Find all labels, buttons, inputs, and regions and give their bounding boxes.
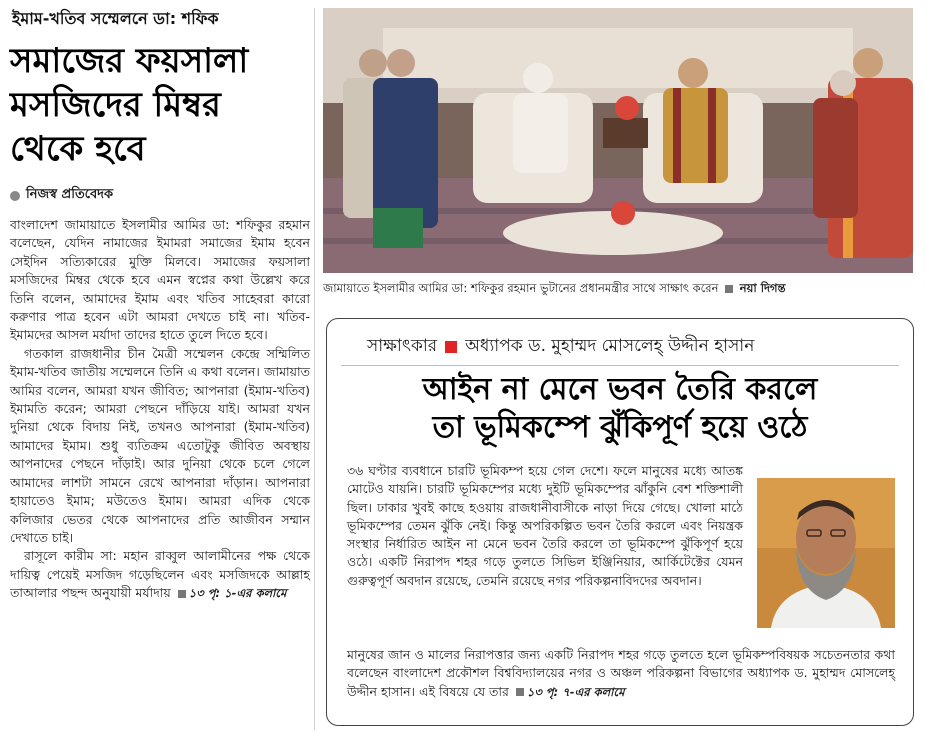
column-divider [314,8,315,730]
headline-line: মসজিদের মিম্বর [10,85,221,125]
portrait-illustration [757,478,895,628]
paragraph [10,547,310,602]
red-square-icon [445,341,457,353]
meeting-photo [323,8,913,273]
interview-body [347,462,743,590]
headline-line: সমাজের ফয়সালা [10,41,249,81]
continued-link[interactable]: ১৩ পৃ: ৭-এর কলামে [526,684,625,699]
interview-body-cont [347,646,895,701]
photo-credit: নয়া দিগন্ত [739,281,786,295]
bullet-icon [10,191,20,201]
byline-text: নিজস্ব প্রতিবেদক [26,187,114,202]
article-headline [10,39,310,171]
byline [10,185,310,206]
square-icon [725,285,733,293]
interview-kicker [367,333,754,361]
paragraph [347,646,895,701]
portrait-photo [757,478,895,628]
meeting-photo-illustration [323,8,913,273]
divider [341,365,899,366]
article-kicker: ইমাম-খতিব সম্মেলনে ডা: শফিক [12,9,219,28]
paragraph-text: রাসূলে কারীম সা: মহান রাব্বুল আলামীনের পক্ষ থেকে দায়িত্ব পেয়েই মসজিদ গড়েছিলেন এবং মসজিদকে আল্লাহ তাআলার পছন্দ অনুযায়ী মর্যাদায় [10,548,310,601]
interview-person: অধ্যাপক ড. মুহাম্মদ মোসলেহ্ উদ্দীন হাসান [465,336,755,356]
square-icon [178,590,186,598]
photo-caption [323,280,917,299]
paragraph: গতকাল রাজধানীর চীন মৈত্রী সম্মেলন কেন্দ্রে সম্মিলিত ইমাম-খতিব জাতীয় সম্মেলনে তিনি এ কথা বলেন। জামায়াত আমির বলেন, আমরা যখন জীবিত; আপনারা (ইমাম-খতিব) ইমামতি করেন; আমরা পেছনে দাঁড়িয়ে যাই। আমরা যখন দুনিয়া থেকে বিদায় নিই, তখনও আপনারা (ইমাম-খতিব) আমাদের ইমাম। শুধু ব্যতিক্রম এতোটুকু জীবিত অবস্থায় আপনাদের পেছনে দাঁড়াই। আর দুনিয়া থেকে চলে গেলে আমাদের লাশটা সামনে রেখে আপনারা দাঁড়ান। আপনারা হায়াতেও ইমাম; মউতেও ইমাম। আমরা এদিক থেকে কলিজার ভেতর থেকে আপনাদের প্রতি আজীবন সম্মান দেখাতে চাই। [10,345,310,545]
headline-line: থেকে হবে [10,129,146,169]
paragraph-text: মানুষের জান ও মালের নিরাপত্তার জন্য একটি নিরাপদ শহর গড়ে তুলতে হলে ভূমিকম্পবিষয়ক সচেতনতার কথা বলেছেন বাংলাদেশ প্রকৌশল বিশ্ববিদ্যালয়ের নগর ও অঞ্চল পরিকল্পনা বিভাগের অধ্যাপক ড. মুহাম্মদ মোসলেহ্ উদ্দীন হাসান। এই বিষয়ে যে তার [347,647,895,699]
square-icon [516,688,524,696]
caption-text: জামায়াতে ইসলামীর আমির ডা: শফিকুর রহমান ভুটানের প্রধানমন্ত্রীর সাথে সাক্ষাৎ করেন [323,281,719,295]
paragraph: বাংলাদেশ জামায়াতে ইসলামীর আমির ডা: শফিকুর রহমান বলেছেন, যেদিন নামাজের ইমামরা সমাজের ইমাম হবেন সেইদিন সত্যিকারের মুক্তি মিলবে। সমাজের ফয়সালা মসজিদের মিম্বর থেকে হবে এমন স্বপ্নের কথা উল্লেখ করে তিনি বলেন, আমাদের ইমাম এবং খতিব সাহেবরা কারো করুণার পাত্র হবেন এটা আমরা দেখতে চাই না। খতিব-ইমামদের আসল মর্যাদা তাদের হাতে তুলে দিতে হবে। [10,217,310,343]
left-article [10,6,310,731]
interview-headline [327,371,913,447]
interview-label: সাক্ষাৎকার [367,336,438,356]
headline-line: তা ভূমিকম্পে ঝুঁকিপূর্ণ হয়ে ওঠে [432,410,808,445]
paragraph: ৩৬ ঘণ্টার ব্যবধানে চারটি ভূমিকম্প হয়ে গেল দেশে। ফলে মানুষের মধ্যে আতঙ্ক মোটেও যায়নি। চারটি ভূমিকম্পের মধ্যে দুইটি ভূমিকম্পের ঝাঁকুনি বেশ শক্তিশালী ছিল। ঢাকার খুবই কাছে হওয়ায় রাজধানীবাসীকে নাড়া দিয়ে গেছে। খোলা মাঠে ভূমিকম্পের তেমন ঝুঁকি নেই। কিন্তু অপরিকল্পিত ভবন তৈরি করলে এবং নিয়ন্ত্রক সংস্থার নির্ধারিত আইন না মেনে ভবন তৈরি করলে তা ভূমিকম্পে ঝুঁকিপূর্ণ হয়ে ওঠে। একটি নিরাপদ শহর গড়ে তুলতে সিভিল ইঞ্জিনিয়ার, আর্কিটেক্টের যেমন গুরুত্বপূর্ণ অবদান রয়েছে, তেমনি রয়েছে নগর পরিকল্পনাবিদদের অবদান। [347,463,743,588]
article-body [10,216,310,603]
headline-line: আইন না মেনে ভবন তৈরি করলে [422,372,818,407]
continued-link[interactable]: ১৩ পৃ: ১-এর কলামে [188,586,287,601]
interview-box [326,318,914,726]
